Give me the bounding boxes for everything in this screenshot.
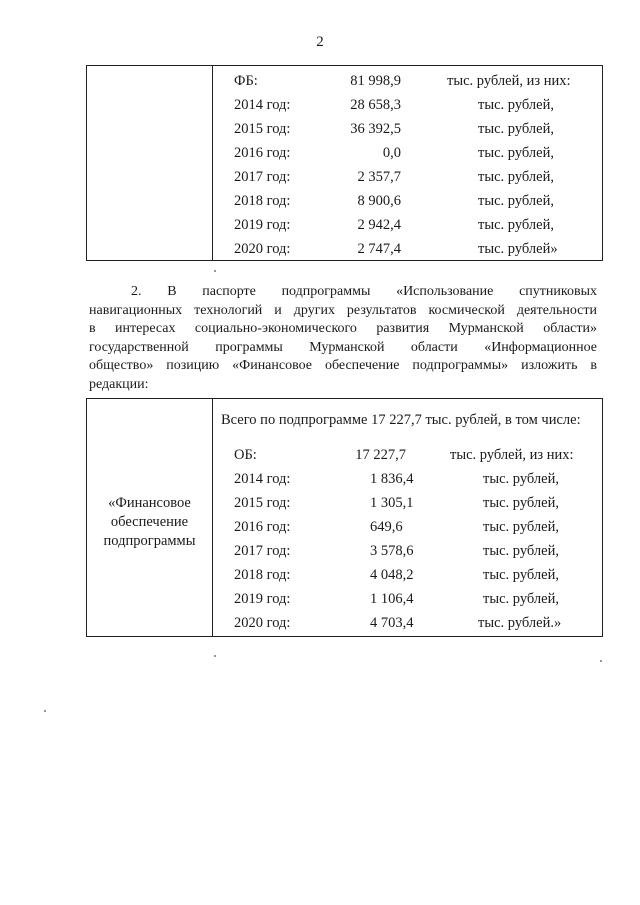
scan-speck — [600, 660, 602, 662]
paragraph-line: навигационных технологий и других результатов космической деятельности — [89, 302, 597, 318]
row-amount: 1 836,4 — [370, 471, 414, 487]
row-label: 2014 год: — [234, 471, 291, 487]
row-unit: тыс. рублей, — [478, 97, 554, 113]
row-label: 2016 год: — [234, 519, 291, 535]
row-unit: тыс. рублей, — [478, 169, 554, 185]
scan-speck — [214, 270, 216, 272]
position-title-line: обеспечение — [110, 514, 189, 530]
row-amount: 28 658,3 — [350, 97, 401, 113]
row-amount: 1 305,1 — [370, 495, 414, 511]
row-amount: 4 703,4 — [370, 615, 414, 631]
row-label: 2018 год: — [234, 193, 291, 209]
position-title — [87, 494, 212, 551]
row-unit: тыс. рублей, — [483, 567, 559, 583]
paragraph-line: в интересах социально-экономического развития Мурманской области» — [89, 321, 597, 336]
row-label: ОБ: — [234, 447, 257, 463]
row-label: 2017 год: — [234, 169, 291, 185]
row-amount: 36 392,5 — [350, 121, 401, 137]
funding-table-new — [86, 398, 603, 637]
row-amount: 17 227,7 — [355, 447, 406, 463]
row-unit: тыс. рублей, — [483, 471, 559, 487]
row-amount: 8 900,6 — [357, 193, 401, 209]
row-unit: тыс. рублей, из них: — [450, 447, 574, 463]
scan-speck — [44, 710, 46, 712]
page-number: 2 — [316, 34, 324, 50]
row-label: 2019 год: — [234, 591, 291, 607]
row-amount: 0,0 — [382, 145, 401, 161]
row-label: ФБ: — [234, 73, 258, 89]
row-unit: тыс. рублей.» — [478, 615, 562, 631]
position-title-line: «Финансовое — [108, 495, 191, 511]
paragraph-line: редакции: — [89, 376, 149, 392]
position-title-line: подпрограммы — [103, 533, 196, 549]
row-unit: тыс. рублей, — [478, 217, 554, 233]
row-amount: 2 357,7 — [357, 169, 401, 185]
row-amount: 1 106,4 — [370, 591, 414, 607]
row-unit: тыс. рублей» — [478, 241, 558, 257]
amendment-paragraph — [89, 283, 597, 394]
row-label: 2016 год: — [234, 145, 291, 161]
row-amount: 649,6 — [370, 519, 403, 535]
row-amount: 2 942,4 — [357, 217, 401, 233]
total-line: Всего по подпрограмме 17 227,7 тыс. рублей, в том числе: — [221, 412, 581, 428]
paragraph-line: общество» позицию «Финансовое обеспечение подпрограммы» изложить в — [89, 358, 597, 373]
row-label: 2015 год: — [234, 121, 291, 137]
row-label: 2020 год: — [234, 241, 291, 257]
paragraph-line: 2. В паспорте подпрограммы «Использование спутниковых — [131, 284, 597, 299]
table-column-divider — [212, 66, 213, 260]
row-unit: тыс. рублей, — [483, 495, 559, 511]
scan-speck — [214, 655, 216, 657]
row-unit: тыс. рублей, — [478, 121, 554, 137]
table-column-divider — [212, 399, 213, 636]
row-amount: 81 998,9 — [350, 73, 401, 89]
row-amount: 2 747,4 — [357, 241, 401, 257]
row-label: 2015 год: — [234, 495, 291, 511]
row-label: 2019 год: — [234, 217, 291, 233]
funding-table-continued — [86, 65, 603, 261]
paragraph-line: государственной программы Мурманской области «Информационное — [89, 339, 597, 355]
row-amount: 3 578,6 — [370, 543, 414, 559]
row-unit: тыс. рублей, из них: — [447, 73, 571, 89]
row-unit: тыс. рублей, — [478, 145, 554, 161]
row-label: 2014 год: — [234, 97, 291, 113]
row-unit: тыс. рублей, — [478, 193, 554, 209]
row-amount: 4 048,2 — [370, 567, 414, 583]
row-label: 2020 год: — [234, 615, 291, 631]
row-label: 2017 год: — [234, 543, 291, 559]
row-unit: тыс. рублей, — [483, 519, 559, 535]
row-unit: тыс. рублей, — [483, 543, 559, 559]
row-label: 2018 год: — [234, 567, 291, 583]
row-unit: тыс. рублей, — [483, 591, 559, 607]
